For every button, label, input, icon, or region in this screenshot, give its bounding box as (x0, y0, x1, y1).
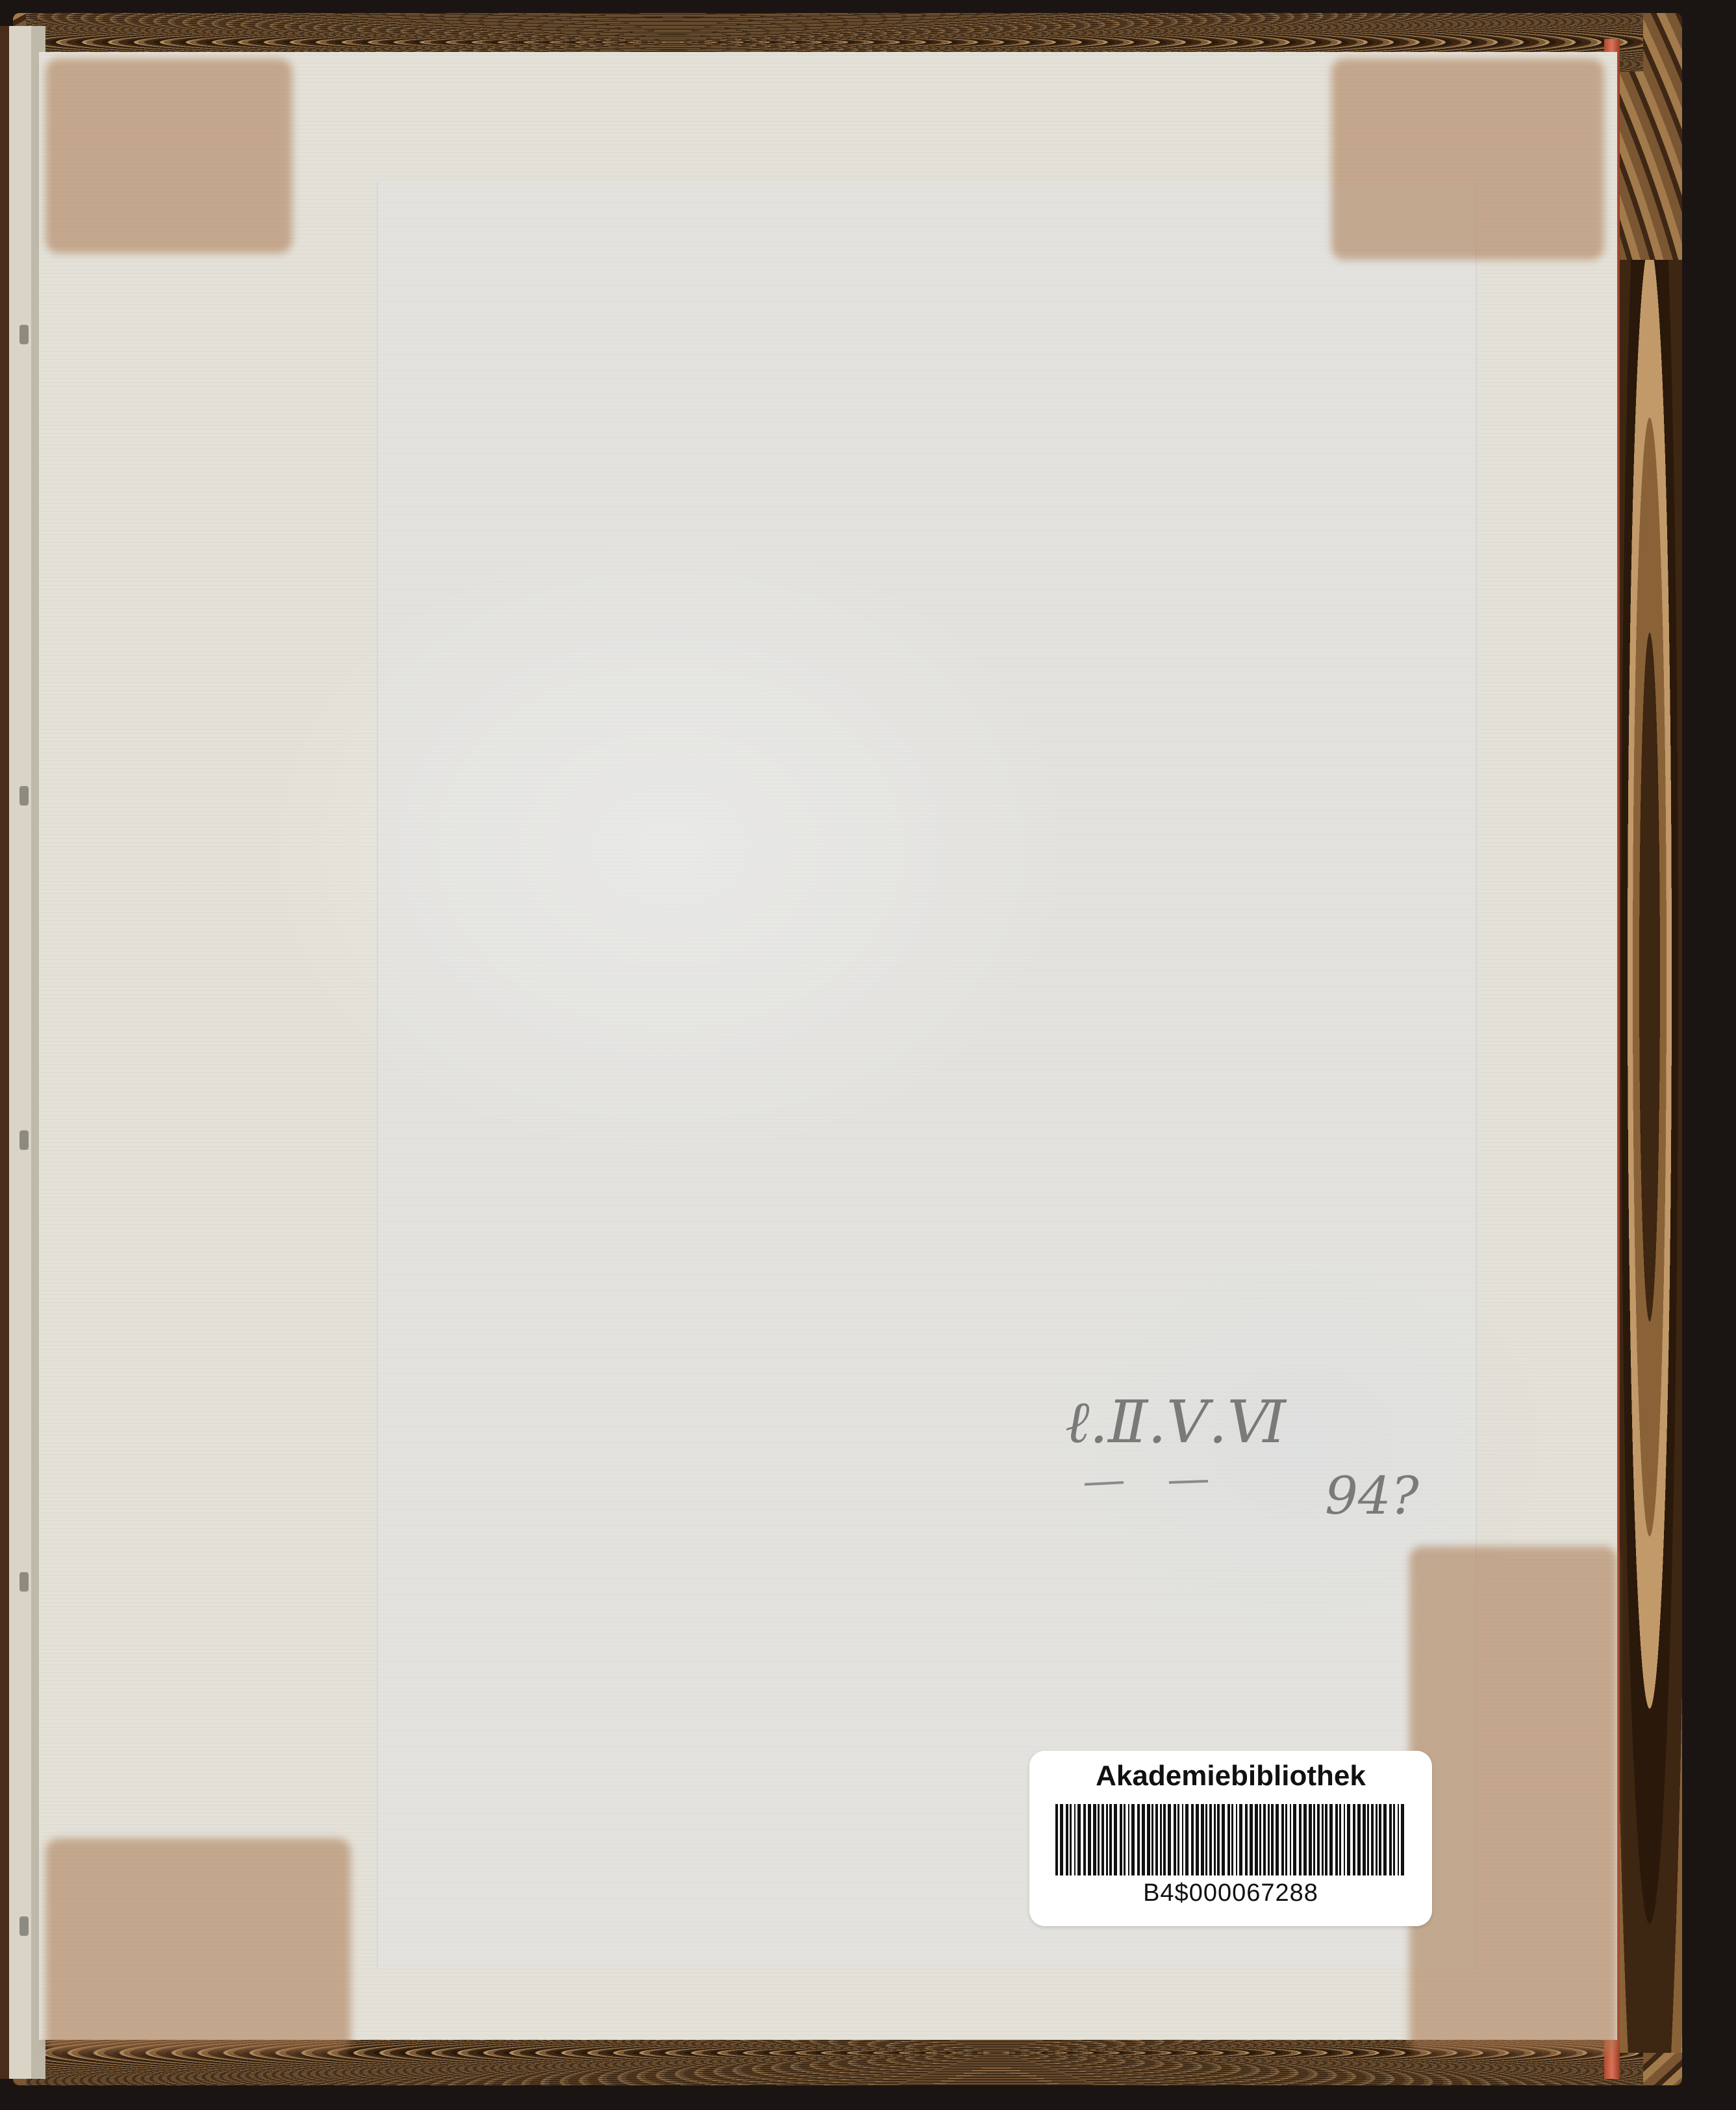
barcode-bar (1371, 1804, 1374, 1875)
barcode-bar (1309, 1804, 1312, 1875)
barcode-bar (1290, 1804, 1291, 1875)
barcode-bar (1322, 1804, 1324, 1875)
binding-stitch (19, 786, 29, 806)
barcode-bar (1227, 1804, 1230, 1875)
barcode-bar (1299, 1804, 1302, 1875)
barcode-bar (1196, 1804, 1199, 1875)
binding-stitch (19, 325, 29, 344)
barcode-bar (1055, 1804, 1058, 1875)
handwritten-number: 94? (1325, 1466, 1419, 1526)
barcode-bar (1114, 1804, 1117, 1875)
barcode-bar (1329, 1804, 1333, 1875)
barcode-bar (1205, 1804, 1207, 1875)
barcode-bar (1281, 1804, 1284, 1875)
barcode-bar (1093, 1804, 1096, 1875)
barcode-bar (1098, 1804, 1100, 1875)
barcode-bar (1120, 1804, 1122, 1875)
corner-stain-bottom-right (1409, 1546, 1617, 2053)
barcode-bar (1255, 1804, 1258, 1875)
marbled-border-right (1617, 260, 1682, 2053)
barcode-bar (1201, 1804, 1204, 1875)
barcode-bar (1151, 1804, 1153, 1875)
barcode-bar (1214, 1804, 1216, 1875)
library-name: Akademiebibliothek (1096, 1760, 1366, 1792)
barcode-bar (1077, 1804, 1081, 1875)
paper-inner-panel (377, 182, 1477, 1968)
barcode-bar (1325, 1804, 1327, 1875)
barcode-bar (1245, 1804, 1248, 1875)
barcode-bar (1128, 1804, 1129, 1875)
shelfmark-text: ℓ.Ⅱ.Ⅴ.Ⅵ (1065, 1388, 1287, 1456)
barcode-bar (1060, 1804, 1063, 1875)
barcode-bar (1339, 1804, 1341, 1875)
barcode-bar (1317, 1804, 1320, 1875)
barcode-bar (1231, 1804, 1233, 1875)
barcode-bar (1271, 1804, 1274, 1875)
barcode-bar (1236, 1804, 1237, 1875)
barcode-bar (1393, 1804, 1395, 1875)
barcode-bar (1259, 1804, 1261, 1875)
barcode-bar (1335, 1804, 1338, 1875)
barcode-bar (1363, 1804, 1366, 1875)
barcode-bar (1106, 1804, 1108, 1875)
barcode-bar (1353, 1804, 1355, 1875)
barcode-bar (1185, 1804, 1189, 1875)
binding-stitch (19, 1916, 29, 1936)
barcode-bar (1101, 1804, 1104, 1875)
barcode-bar (1293, 1804, 1296, 1875)
barcode-bar (1367, 1804, 1369, 1875)
barcode-bar (1131, 1804, 1135, 1875)
barcode-bar (1155, 1804, 1158, 1875)
barcode-bar (1285, 1804, 1287, 1875)
handwritten-shelfmark (1052, 1364, 1507, 1533)
barcode-bar (1124, 1804, 1126, 1875)
barcode-bar (1313, 1804, 1315, 1875)
barcode-bar (1357, 1804, 1361, 1875)
barcode-bar (1182, 1804, 1183, 1875)
barcode-bar (1163, 1804, 1166, 1875)
barcode-bar (1168, 1804, 1171, 1875)
barcode-bar (1109, 1804, 1112, 1875)
library-barcode-label (1029, 1751, 1432, 1926)
barcode-bar (1398, 1804, 1399, 1875)
barcode-number: B4$000067288 (1143, 1879, 1318, 1907)
barcode-bar (1191, 1804, 1194, 1875)
barcode-bar (1209, 1804, 1212, 1875)
corner-stain-top-left (45, 58, 292, 253)
barcode-bar (1142, 1804, 1145, 1875)
corner-stain-bottom-left (45, 1838, 351, 2053)
barcode-bar (1344, 1804, 1345, 1875)
barcode-bar (1160, 1804, 1162, 1875)
barcode-bar (1389, 1804, 1392, 1875)
barcode-bar (1066, 1804, 1068, 1875)
barcode-bar (1088, 1804, 1091, 1875)
barcode-bar (1268, 1804, 1270, 1875)
barcode-bar (1401, 1804, 1404, 1875)
barcode-bar (1074, 1804, 1076, 1875)
corner-stain-top-right (1331, 58, 1604, 260)
barcode-bar (1217, 1804, 1220, 1875)
barcode-bar (1263, 1804, 1266, 1875)
barcode-bar (1276, 1804, 1279, 1875)
barcode-bar (1303, 1804, 1307, 1875)
barcode-bar (1376, 1804, 1377, 1875)
barcode-bar (1250, 1804, 1253, 1875)
binding-stitch (19, 1572, 29, 1592)
barcode (1055, 1804, 1406, 1875)
barcode-bar (1147, 1804, 1150, 1875)
barcode-bar (1083, 1804, 1086, 1875)
barcode-bar (1222, 1804, 1225, 1875)
binding-stitch (19, 1130, 29, 1150)
barcode-bar (1347, 1804, 1350, 1875)
barcode-bar (1383, 1804, 1387, 1875)
barcode-bar (1137, 1804, 1140, 1875)
barcode-bar (1239, 1804, 1242, 1875)
barcode-bar (1177, 1804, 1179, 1875)
underline-mark (1085, 1482, 1124, 1484)
barcode-bar (1379, 1804, 1381, 1875)
endpaper (39, 52, 1617, 2040)
barcode-bar (1174, 1804, 1176, 1875)
barcode-bar (1070, 1804, 1072, 1875)
underline-mark (1169, 1481, 1208, 1482)
